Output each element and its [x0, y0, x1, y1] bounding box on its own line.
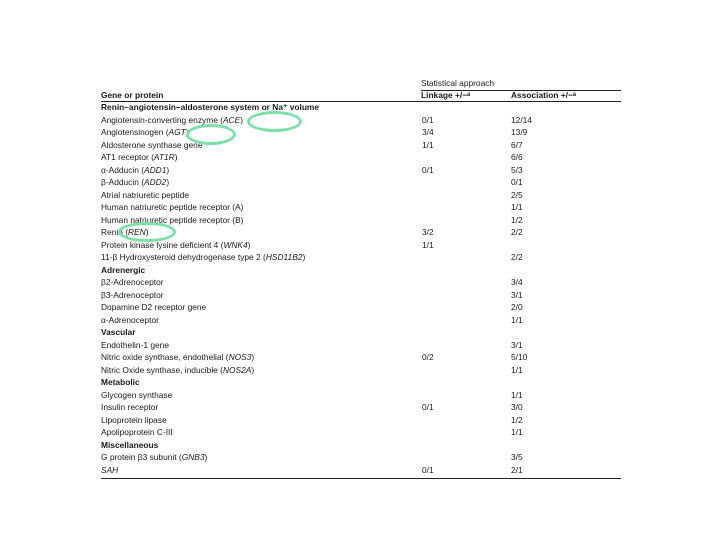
gene-name: Human natriuretic peptide receptor (A)	[101, 202, 244, 212]
gene-name-close: )	[166, 164, 170, 175]
linkage-value: 0/2	[422, 352, 434, 362]
gene-symbol: NOS3	[228, 352, 252, 362]
gene-name-cell	[101, 177, 169, 187]
gene-name-cell	[101, 277, 164, 287]
gene-name-cell	[101, 465, 118, 475]
gene-name-cell	[101, 302, 206, 312]
linkage-column-header: Linkage +/−ᵃ	[421, 90, 471, 100]
gene-symbol: WNK4	[223, 239, 248, 250]
gene-name: 11-β Hydroxysteroid dehydrogenase type 2 (	[101, 252, 266, 262]
gene-name-cell	[101, 290, 164, 300]
gene-name-cell	[101, 240, 250, 250]
association-value: 3/5	[511, 452, 523, 462]
gene-name: Lipoprotein lipase	[101, 414, 167, 425]
section-title: Miscellaneous	[101, 439, 159, 450]
association-value: 13/9	[511, 127, 528, 137]
gene-name-cell	[101, 202, 243, 212]
table-bottom-rule	[101, 478, 621, 479]
ren-highlight-ellipse	[118, 222, 176, 242]
association-value: 3/4	[511, 277, 523, 287]
gene-symbol: SAH	[101, 464, 119, 475]
section-title: Renin–angiotensin–aldosterone system or Na⁺ volume	[101, 102, 320, 112]
gene-name-cell	[101, 115, 243, 125]
gene-name: Dopamine D2 receptor gene	[101, 302, 207, 312]
gene-name-close: )	[204, 452, 208, 462]
gene-name: Human natriuretic peptide receptor (B)	[101, 214, 244, 225]
section-title: Adrenergic	[101, 264, 146, 275]
gene-name: Renin (	[101, 227, 128, 237]
gene-name: Atrial natriuretic peptide	[101, 189, 189, 200]
association-value: 1/2	[511, 414, 523, 425]
gene-name-cell	[101, 127, 189, 137]
association-value: 2/5	[511, 189, 523, 200]
association-value: 0/1	[511, 177, 523, 187]
linkage-value: 0/1	[422, 464, 434, 475]
linkage-value: 3/4	[422, 127, 434, 137]
association-value: 2/0	[511, 302, 523, 312]
gene-name-cell	[101, 415, 167, 425]
gene-name: α-Adrenoceptor	[101, 314, 159, 325]
association-value: 5/10	[511, 352, 528, 362]
gene-name: Insulin receptor	[101, 402, 159, 412]
gene-name-close: )	[302, 252, 306, 262]
gene-name-cell	[101, 352, 254, 362]
association-value: 1/1	[511, 389, 523, 400]
gene-symbol: HSD11B2	[265, 252, 303, 262]
gene-name: β-Adducin (	[101, 177, 144, 187]
gene-name-close: )	[174, 152, 178, 162]
gene-symbol: ACE	[222, 114, 241, 125]
gene-name-cell	[101, 165, 169, 175]
gene-name: Protein kinase lysine deficient 4 (	[101, 239, 224, 250]
association-column-header: Association +/−ᵃ	[511, 90, 577, 100]
gene-name-cell	[101, 427, 173, 437]
agt-highlight-ellipse	[186, 124, 236, 145]
linkage-value: 0/1	[422, 402, 434, 412]
gene-name-cell	[101, 402, 158, 412]
gene-name-close: )	[185, 127, 189, 137]
association-value: 1/1	[511, 427, 523, 437]
association-value: 2/1	[511, 464, 523, 475]
gene-symbol: REN	[128, 227, 146, 237]
linkage-value: 0/1	[422, 164, 434, 175]
association-value: 1/1	[511, 364, 523, 375]
association-value: 3/1	[511, 289, 523, 300]
gene-name-close: )	[251, 364, 255, 375]
gene-name: Endothelin-1 gene	[101, 339, 169, 350]
linkage-value: 1/1	[422, 139, 434, 150]
gene-name: Nitric Oxide synthase, inducible (	[101, 364, 223, 375]
gene-name-cell	[101, 315, 159, 325]
gene-symbol: ADD2	[144, 177, 167, 187]
gene-symbol: GNB3	[181, 452, 205, 462]
section-title: Vascular	[101, 327, 136, 337]
gene-column-header: Gene or protein	[101, 90, 164, 100]
gene-symbol: NOS2A	[222, 364, 252, 375]
gene-name: α-Adducin (	[101, 164, 145, 175]
gene-name-cell	[101, 340, 169, 350]
gene-symbol: AGT	[168, 127, 186, 137]
linkage-value: 1/1	[422, 239, 434, 250]
gene-name-cell	[101, 365, 254, 375]
gene-name-cell	[101, 152, 178, 162]
association-value: 6/6	[511, 152, 523, 162]
linkage-value: 0/1	[422, 114, 434, 125]
association-value: 2/2	[511, 227, 523, 237]
gene-name-cell	[101, 252, 305, 262]
association-value: 3/1	[511, 339, 523, 350]
association-value: 1/2	[511, 214, 523, 225]
gene-name-close: )	[166, 177, 170, 187]
ace-highlight-ellipse	[247, 111, 302, 132]
gene-name: Nitric oxide synthase, endothelial (	[101, 352, 229, 362]
gene-name-cell	[101, 190, 189, 200]
association-value: 5/3	[511, 164, 523, 175]
gene-name: Angiotensin-converting enzyme (	[101, 114, 223, 125]
gene-name-cell	[101, 390, 172, 400]
gene-name: β2-Adrenoceptor	[101, 277, 164, 287]
gene-name: Glycogen synthase	[101, 389, 173, 400]
gene-name: Aldosterone synthase gene	[101, 139, 203, 150]
association-value: 1/1	[511, 314, 523, 325]
gene-name: AT1 receptor (	[101, 152, 154, 162]
association-value: 2/2	[511, 252, 523, 262]
gene-name: G protein β3 subunit (	[101, 452, 182, 462]
gene-name-close: )	[145, 227, 149, 237]
linkage-value: 3/2	[422, 227, 434, 237]
statistical-approach-header: Statistical approach	[421, 78, 495, 88]
gene-name-close: )	[247, 239, 251, 250]
association-value: 3/0	[511, 402, 523, 412]
gene-symbol: ADD1	[144, 164, 167, 175]
gene-name: Apolipoprotein C-III	[101, 427, 173, 437]
association-value: 12/14	[511, 114, 532, 125]
gene-name: Angiotensinogen (	[101, 127, 169, 137]
association-value: 6/7	[511, 139, 523, 150]
gene-name-close: )	[251, 352, 255, 362]
gene-name-cell	[101, 452, 207, 462]
section-title: Metabolic	[101, 377, 140, 387]
association-value: 1/1	[511, 202, 523, 212]
gene-symbol: AT1R	[153, 152, 175, 162]
gene-name-close: )	[240, 114, 243, 125]
gene-name-cell	[101, 140, 203, 150]
gene-name-cell	[101, 215, 243, 225]
gene-name: β3-Adrenoceptor	[101, 289, 164, 300]
